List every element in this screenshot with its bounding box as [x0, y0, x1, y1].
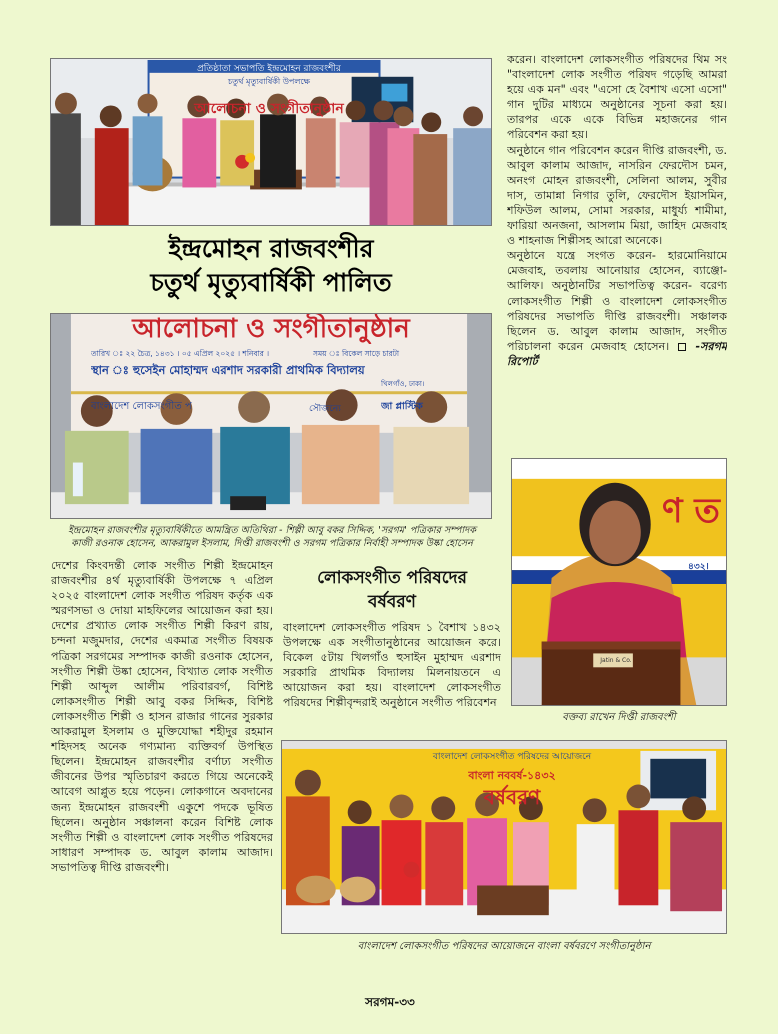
right-article-paragraph2: অনুষ্ঠানে গান পরিবেশন করেন দীপ্তি রাজবংশী, ড. আবুল কালাম আজাদ, নাসরিন ফেরদৌস চমন, অনংগ মোহন রাজবংশী, সেলিনা আলম, সুবীর দাস, তামান্না নিগার তুলি, ফেরদৌস ইয়াসমিন, শফিউল আলম, সোমা সরকার, মাধুর্য্য শামীমা, ফারিয়া অনজনা, আসলাম মিয়া, জাহিদ মেজবাহ ও শাহনাজ শিল্পীসহ আরো অনেকে। [507, 143, 727, 248]
photo1-banner-line2: চতুর্থ মৃত্যুবার্ষিকী উপলক্ষে [227, 77, 311, 86]
photo4-banner-line3: বর্ষবরণ [483, 785, 541, 809]
middle-article-title [283, 566, 501, 614]
middle-article-paragraph: বাংলাদেশ লোকসংগীত পরিষদ ১ বৈশাখ ১৪৩২ উপলক্ষে এক সংগীতানুষ্ঠানের আয়োজন করে। বিকেল ৫টায় খিলগাঁও হুসাইন মুহাম্মদ এরশাদ সরকারি প্রাথমিক বিদ্যালয় মিলনায়তনে এ আয়োজন করা হয়। বাংলাদেশ লোকসংগীত পরিষদের শিল্পীবৃন্দরাই অনুষ্ঠানে সংগীত পরিবেশন [283, 621, 501, 710]
photo2-banner-org: বাংলাদেশ লোকসংগীত প [91, 401, 192, 412]
photo2-banner-venue: স্থান ঃ হুসেইন মোহাম্মদ এরশাদ সরকারী প্রাথমিক বিদ্যালয় [91, 363, 365, 377]
photo1-banner-line1: প্রতিষ্ঠাতা সভাপতি ইন্দ্রমোহন রাজবংশীর [197, 64, 341, 74]
caption-speaker: বক্তব্য রাখেন দিপ্তী রাজবংশী [562, 712, 676, 723]
end-mark-icon [678, 343, 686, 351]
byline: -সরগম রিপোর্ট [507, 339, 727, 368]
left-article [51, 558, 273, 968]
photo-speaker-podium [511, 458, 727, 706]
photo3-podium-label: Jatin & Co. [600, 657, 632, 664]
headline-line2: চতুর্থ মৃত্যুবার্ষিকী পালিত [150, 268, 392, 297]
photo1-banner-line3: আলোচনা ও সংগীতানুষ্ঠান [194, 101, 344, 117]
photo2-banner-place: খিলগাঁও, ঢাকা। [381, 380, 425, 388]
photo-new-year-musical [281, 740, 727, 934]
photo2-banner-title: আলোচনা ও সংগীতানুষ্ঠান [132, 314, 410, 344]
caption-guests-line2: কাজী রওনাক হোসেন, আকরামুল ইসলাম, দিপ্তী রাজবংশী ও সরগম পত্রিকার নির্বাহী সম্পাদক উষ্কা হোসেন [71, 538, 473, 549]
right-article-paragraph3 [507, 248, 727, 369]
main-headline [50, 232, 492, 300]
photo2-banner-sponsor: সৌজন্যে [309, 404, 341, 414]
page-number: সরগম-৩৩ [365, 995, 415, 1009]
middle-article-title-line2: বর্ষবরণ [368, 592, 416, 612]
middle-article [283, 620, 501, 726]
photo2-banner-date: তারিখ ঃ ২২ চৈত্র, ১৪৩১ । ০৫ এপ্রিল ২০২৫ । শনিবার । [91, 349, 270, 358]
right-article-paragraph1: করেন। বাংলাদেশ লোকসংগীত পরিষদের থিম সং "বাংলাদেশ লোক সংগীত পরিষদ গড়েছি আমরা হয়ে এক মন" এবং "এসো হে বৈশাখ এসো এসো" গান দুটির মাধ্যমে অনুষ্ঠানের সূচনা করা হয়। তারপর একে একে বিভিন্ন মহাজনের গান পরিবেশন করা হয়। [507, 53, 727, 142]
photo2-banner-sponsor2: জা প্লাস্টিক [381, 401, 423, 412]
middle-article-title-line1: লোকসংগীত পরিষদের [317, 568, 467, 588]
photo3-banner-fragment: ণ ত [662, 491, 720, 531]
photo-guests-seated [50, 313, 492, 519]
caption-guests-line1: ইন্দ্রমোহন রাজবংশীর মৃত্যুবার্ষিকীতে আমন্ত্রিত অতিথিরা - শিল্পী আবু বকর সিদ্দিক, 'সরগম' পত্রিকার সম্পাদক [68, 525, 476, 536]
right-article-paragraph3-text: অনুষ্ঠানে যন্ত্রে সংগত করেন- হারমোনিয়ামে মেজবাহ, তবলায় আনোয়ার হোসেন, ব্যাঞ্জো- আলিফ। অনুষ্ঠানটির সভাপতিত্ব করেন- বরেণ্য লোকসংগীত শিল্পী ও বাংলাদেশ লোকসংগীত পরিষদের সভাপতি দীপ্তি রাজবংশী। সঞ্চালক ছিলেন ড. আবুল কালাম আজাদ, সংগীত পরিচালনা করেন মেজবাহ হোসেন। [507, 249, 727, 353]
photo3-banner-year: ৪৩২। [688, 562, 709, 572]
right-article [507, 52, 727, 444]
left-article-paragraph: দেশের কিংবদন্তী লোক সংগীত শিল্পী ইন্দ্রমোহন রাজবংশীর ৪র্থ মৃত্যুবার্ষিকী উপলক্ষে ৭ এপ্রিল ২০২৫ বাংলাদেশ লোক সংগীত পরিষদ কর্তৃক এক স্মরণসভা ও দোয়া মাহফিলের আয়োজন করা হয়। দেশের প্রখ্যাত লোক সংগীত শিল্পী কিরণ রায়, চন্দনা মজুমদার, দেশের একমাত্র সংগীত বিষয়ক পত্রিকা সরগমের সম্পাদক কাজী রওনাক হোসেন, সংগীত শিল্পী উষ্কা হোসেন, বিখ্যাত লোক সংগীত শিল্পী আব্দুল আলীম পরিবারবর্গ, বিশিষ্ট লোকসংগীত শিল্পী আবু বকর সিদ্দিক, বিশিষ্ট লোকসংগীত শিল্পী ও হাসন রাজার গানের সুরকার আকরামুল ইসলাম ও মুক্তিযোদ্ধা শহীদুর রহমান শহিদসহ অনেক গণ্যমান্য ব্যক্তিবর্গ উপস্থিত ছিলেন। ইন্দ্রমোহন রাজবংশীর বর্ণাঢ্য সংগীত জীবনের উপর স্মৃতিচারণ করতে গিয়ে অনেকেই আবেগ আপ্লুত হয়ে পড়েন। লোকগানে অবদানের জন্য ইন্দ্রমোহন রাজবংশী একুশে পদকে ভূষিত ছিলেন। অনুষ্ঠান সঞ্চালনা করেন বিশিষ্ট লোক সংগীত শিল্পী ও বাংলাদেশ লোক সংগীত পরিষদের সাধারণ সম্পাদক ড. আবুল কালাম আজাদ। সভাপতিত্ব দীপ্তি রাজবংশী। [51, 559, 273, 874]
photo4-banner-line1: বাংলাদেশ লোকসংগীত পরিষদের আয়োজনে [432, 752, 592, 762]
caption-guests [52, 524, 492, 550]
photo-group-harmonium [50, 58, 492, 226]
photo2-banner-time: সময় ঃ বিকেল সাড়ে চারটা [313, 349, 400, 358]
headline-line1: ইন্দ্রমোহন রাজবংশীর [168, 234, 374, 263]
caption-new-year: বাংলাদেশ লোকসংগীত পরিষদের আয়োজনে বাংলা বর্ষবরণে সংগীতানুষ্ঠান [357, 941, 651, 952]
photo4-banner-line2: বাংলা নববর্ষ-১৪৩২ [468, 769, 556, 782]
